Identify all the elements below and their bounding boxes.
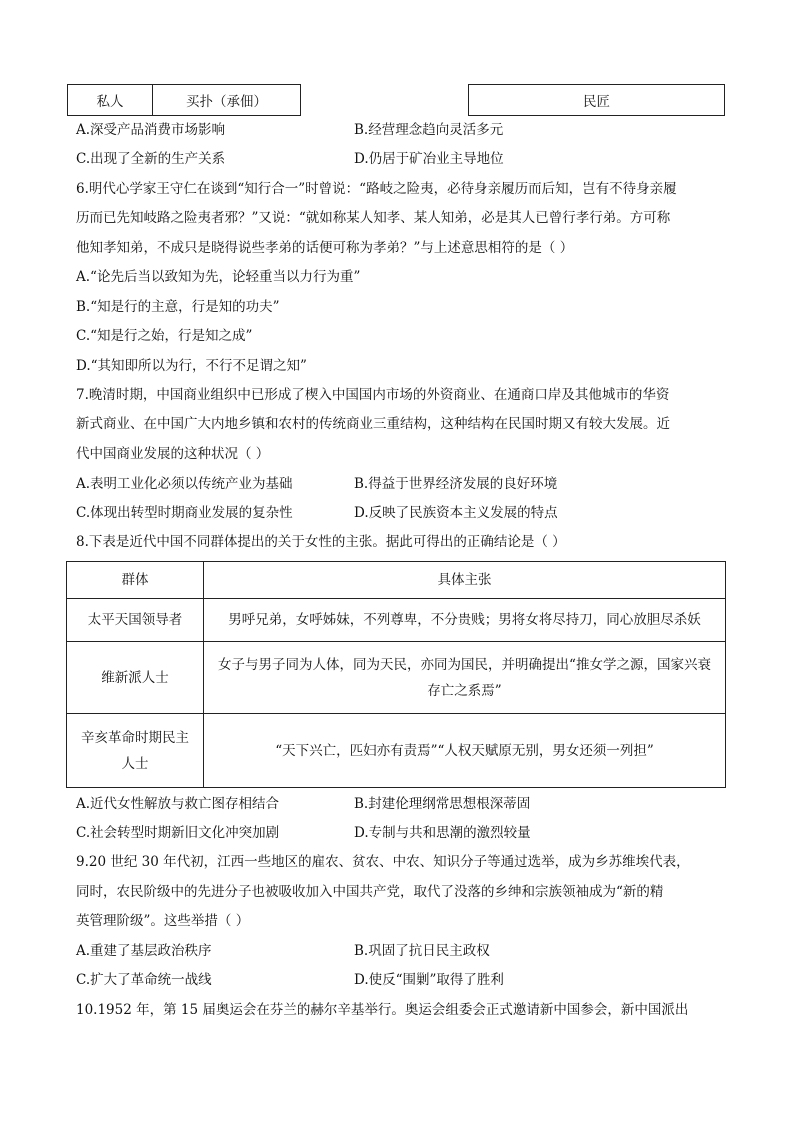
group-line: 人士 [121,755,149,772]
q9-stem-line: 英管理阶级”。这些举措（ ） [76,913,250,929]
table-header-row [67,562,726,599]
q8-option-c: C.社会转型时期新旧文化冲突加剧 [76,825,280,841]
claim-line: 女子与男子同为人体，同为天民，亦同为国民，并明确提出“推女学之源，国家兴衰 [218,656,711,673]
q7-option-d: D.反映了民族资本主义发展的特点 [354,505,558,521]
q5-option-b: B.经营理念趋向灵活多元 [354,122,504,138]
q10-stem-line: 10.1952 年，第 15 届奥运会在芬兰的赫尔辛基举行。奥运会组委会正式邀请新中国参会，新中国派出 [76,1002,689,1018]
q6-option-a: A.“论先后当以致知为先，论轻重当以力行为重” [76,269,361,285]
q5-option-c: C.出现了全新的生产关系 [76,151,226,167]
q6-option-c: C.“知是行之始，行是知之成” [76,328,253,344]
table-header-cell: 具体主张 [204,562,726,599]
q6-stem-line: 他知孝知弟，不成只是晓得说些孝弟的话便可称为孝弟？”与上述意思相符的是（ ） [76,240,574,256]
q7-stem-line: 新式商业、在中国广大内地乡镇和农村的传统商业三重结构，这种结构在民国时期又有较大发展。近 [76,416,670,432]
q6-stem-line: 历而已先知岐路之险夷者邪？”又说：“就如称某人知孝、某人知弟，必是其人已曾行孝行弟。方可称 [76,210,671,226]
claim-cell: 男呼兄弟，女呼姊妹，不列尊卑，不分贵贱；男将女将尽持刀，同心放胆尽杀妖 [204,599,726,642]
table-row [67,714,726,788]
group-line: 辛亥革命时期民主 [81,729,189,746]
table-cell: 民匠 [468,84,725,116]
q7-option-a: A.表明工业化必须以传统产业为基础 [76,476,293,492]
claim-line: 存亡之系焉” [427,682,502,699]
table-row [67,642,726,714]
q6-option-b: B.“知是行的主意，行是知的功夫” [76,299,280,315]
q8-option-d: D.专制与共和思潮的激烈较量 [354,825,531,841]
q9-stem-line: 9.20 世纪 30 年代初，江西一些地区的雇农、贫农、中农、知识分子等通过选举，成为乡苏维埃代表， [76,854,690,870]
claim-cell [204,642,726,714]
q9-option-c: C.扩大了革命统一战线 [76,972,212,988]
group-cell [67,714,204,788]
q8-stem: 8.下表是近代中国不同群体提出的关于女性的主张。据此可得出的正确结论是（ ） [76,534,566,550]
q7-option-b: B.得益于世界经济发展的良好环境 [354,476,558,492]
q5-option-d: D.仍居于矿冶业主导地位 [354,151,504,167]
q7-stem-line: 代中国商业发展的这种状况（ ） [76,446,270,462]
table-cell: 买扑（承佃） [152,84,301,116]
q8-table [66,561,726,788]
q7-stem-line: 7.晚清时期，中国商业组织中已形成了楔入中国国内市场的外资商业、在通商口岸及其他城市的华资 [76,387,670,403]
q9-option-d: D.使反“围剿”取得了胜利 [354,972,504,988]
q6-stem-line: 6.明代心学家王守仁在谈到“知行合一”时曾说：“路岐之险夷，必待身亲履历而后知，岂有不待身亲履 [76,181,677,197]
claim-cell: “天下兴亡，匹妇亦有责焉”“人权天赋原无别，男女还须一列担” [204,714,726,788]
q7-option-c: C.体现出转型时期商业发展的复杂性 [76,505,293,521]
q8-option-b: B.封建伦理纲常思想根深蒂固 [354,796,531,812]
q9-option-a: A.重建了基层政治秩序 [76,943,212,959]
group-cell: 太平天国领导者 [67,599,204,642]
group-cell: 维新派人士 [67,642,204,714]
q5-option-a: A.深受产品消费市场影响 [76,122,226,138]
table-header-cell: 群体 [67,562,204,599]
q9-option-b: B.巩固了抗日民主政权 [354,943,490,959]
top-table-fragment [67,84,725,116]
q8-option-a: A.近代女性解放与救亡图存相结合 [76,796,280,812]
table-row [67,599,726,642]
q9-stem-line: 同时，农民阶级中的先进分子也被吸收加入中国共产党，取代了没落的乡绅和宗族领袖成为“新的精 [76,884,664,900]
q6-option-d: D.“其知即所以为行，不行不足谓之知” [76,358,307,374]
table-cell: 私人 [67,84,153,116]
table-cell-empty [300,84,469,114]
